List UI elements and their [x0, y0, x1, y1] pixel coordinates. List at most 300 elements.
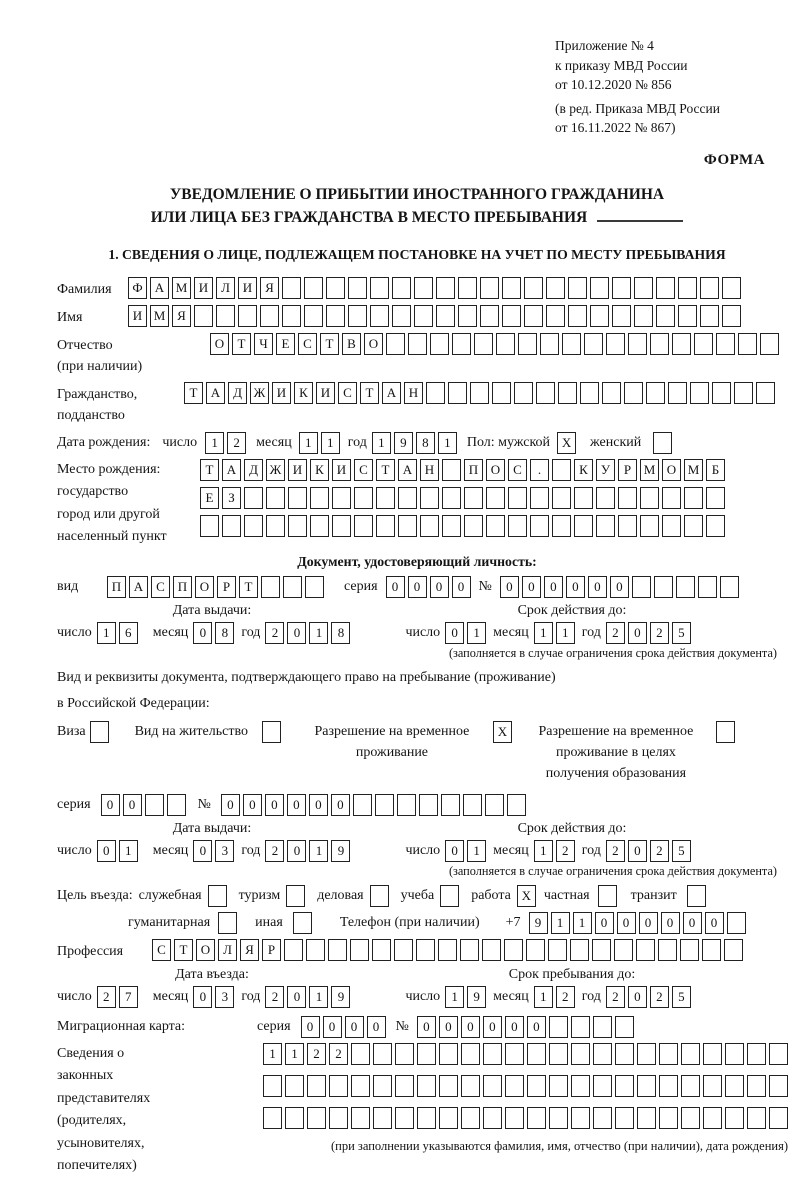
form-cell[interactable]: 0	[221, 794, 240, 816]
form-cell[interactable]: 2	[606, 840, 625, 862]
form-cell[interactable]	[505, 1107, 524, 1129]
form-cell[interactable]: 1	[551, 912, 570, 934]
form-cell[interactable]: И	[238, 277, 257, 299]
form-cell[interactable]: 2	[265, 622, 284, 644]
form-cell[interactable]: 0	[566, 576, 585, 598]
form-cell[interactable]	[353, 794, 372, 816]
form-cell[interactable]	[546, 277, 565, 299]
form-cell[interactable]	[417, 1075, 436, 1097]
form-cell[interactable]	[436, 277, 455, 299]
form-cell[interactable]	[397, 794, 416, 816]
form-cell[interactable]	[326, 277, 345, 299]
form-cell[interactable]	[637, 1075, 656, 1097]
form-cell[interactable]	[307, 1075, 326, 1097]
form-cell[interactable]: X	[517, 885, 536, 907]
form-cell[interactable]	[310, 487, 329, 509]
form-cell[interactable]	[288, 515, 307, 537]
form-cell[interactable]	[637, 1107, 656, 1129]
form-cell[interactable]	[442, 515, 461, 537]
form-cell[interactable]	[238, 305, 257, 327]
form-cell[interactable]	[373, 1107, 392, 1129]
form-cell[interactable]: 2	[329, 1043, 348, 1065]
form-cell[interactable]	[640, 487, 659, 509]
form-cell[interactable]: 2	[556, 840, 575, 862]
form-cell[interactable]	[615, 1075, 634, 1097]
form-cell[interactable]: С	[508, 459, 527, 481]
form-cell[interactable]: 0	[544, 576, 563, 598]
form-cell[interactable]	[676, 576, 695, 598]
form-cell[interactable]	[684, 487, 703, 509]
form-cell[interactable]: 0	[331, 794, 350, 816]
form-cell[interactable]	[395, 1075, 414, 1097]
form-cell[interactable]: И	[332, 459, 351, 481]
form-cell[interactable]: С	[151, 576, 170, 598]
form-cell[interactable]	[518, 333, 537, 355]
form-cell[interactable]: 2	[606, 986, 625, 1008]
form-cell[interactable]: 9	[331, 986, 350, 1008]
form-cell[interactable]	[483, 1075, 502, 1097]
form-cell[interactable]: 0	[430, 576, 449, 598]
form-cell[interactable]	[305, 576, 324, 598]
form-cell[interactable]: 6	[119, 622, 138, 644]
form-cell[interactable]	[414, 305, 433, 327]
form-cell[interactable]	[615, 1107, 634, 1129]
form-cell[interactable]	[375, 794, 394, 816]
form-cell[interactable]: 0	[386, 576, 405, 598]
form-cell[interactable]	[615, 1016, 634, 1038]
form-cell[interactable]	[720, 576, 739, 598]
form-cell[interactable]	[624, 382, 643, 404]
form-cell[interactable]	[288, 487, 307, 509]
form-cell[interactable]	[552, 515, 571, 537]
form-cell[interactable]	[486, 515, 505, 537]
form-cell[interactable]: 0	[505, 1016, 524, 1038]
form-cell[interactable]: 1	[467, 840, 486, 862]
form-cell[interactable]: И	[272, 382, 291, 404]
form-cell[interactable]: 1	[285, 1043, 304, 1065]
form-cell[interactable]	[725, 1043, 744, 1065]
form-cell[interactable]	[426, 382, 445, 404]
form-cell[interactable]: 0	[408, 576, 427, 598]
form-cell[interactable]	[461, 1075, 480, 1097]
form-cell[interactable]: 2	[650, 840, 669, 862]
form-cell[interactable]: 5	[672, 840, 691, 862]
form-cell[interactable]	[417, 1107, 436, 1129]
form-cell[interactable]	[549, 1016, 568, 1038]
form-cell[interactable]	[502, 277, 521, 299]
form-cell[interactable]: 0	[193, 840, 212, 862]
form-cell[interactable]	[398, 515, 417, 537]
form-cell[interactable]	[606, 333, 625, 355]
form-cell[interactable]	[293, 912, 312, 934]
form-cell[interactable]	[530, 515, 549, 537]
form-cell[interactable]: Я	[172, 305, 191, 327]
form-cell[interactable]	[690, 382, 709, 404]
form-cell[interactable]: И	[128, 305, 147, 327]
form-cell[interactable]: 0	[123, 794, 142, 816]
form-cell[interactable]: Н	[404, 382, 423, 404]
form-cell[interactable]	[392, 305, 411, 327]
form-cell[interactable]	[90, 721, 109, 743]
form-cell[interactable]: X	[493, 721, 512, 743]
form-cell[interactable]: Р	[217, 576, 236, 598]
form-cell[interactable]	[505, 1075, 524, 1097]
form-cell[interactable]: 0	[323, 1016, 342, 1038]
form-cell[interactable]: О	[195, 576, 214, 598]
form-cell[interactable]	[496, 333, 515, 355]
form-cell[interactable]: 0	[367, 1016, 386, 1038]
form-cell[interactable]: Д	[228, 382, 247, 404]
form-cell[interactable]: 1	[263, 1043, 282, 1065]
form-cell[interactable]: М	[150, 305, 169, 327]
form-cell[interactable]	[680, 939, 699, 961]
form-cell[interactable]	[508, 487, 527, 509]
form-cell[interactable]: Ч	[254, 333, 273, 355]
form-cell[interactable]: В	[342, 333, 361, 355]
form-cell[interactable]: О	[210, 333, 229, 355]
form-cell[interactable]	[769, 1075, 788, 1097]
form-cell[interactable]	[659, 1075, 678, 1097]
form-cell[interactable]	[282, 277, 301, 299]
form-cell[interactable]: 1	[556, 622, 575, 644]
form-cell[interactable]: С	[354, 459, 373, 481]
form-cell[interactable]	[464, 515, 483, 537]
form-cell[interactable]: 0	[500, 576, 519, 598]
form-cell[interactable]	[507, 794, 526, 816]
form-cell[interactable]	[260, 305, 279, 327]
form-cell[interactable]	[747, 1075, 766, 1097]
form-cell[interactable]	[508, 515, 527, 537]
form-cell[interactable]: 0	[101, 794, 120, 816]
form-cell[interactable]: Н	[420, 459, 439, 481]
form-cell[interactable]: 9	[529, 912, 548, 934]
form-cell[interactable]: 1	[205, 432, 224, 454]
form-cell[interactable]	[392, 277, 411, 299]
form-cell[interactable]	[329, 1107, 348, 1129]
form-cell[interactable]	[482, 939, 501, 961]
form-cell[interactable]	[310, 515, 329, 537]
form-cell[interactable]	[700, 277, 719, 299]
form-cell[interactable]	[536, 382, 555, 404]
form-cell[interactable]	[354, 515, 373, 537]
form-cell[interactable]: И	[316, 382, 335, 404]
form-cell[interactable]: 3	[215, 986, 234, 1008]
form-cell[interactable]	[370, 277, 389, 299]
form-cell[interactable]	[769, 1107, 788, 1129]
form-cell[interactable]	[590, 277, 609, 299]
form-cell[interactable]	[483, 1043, 502, 1065]
form-cell[interactable]	[549, 1107, 568, 1129]
form-cell[interactable]: С	[338, 382, 357, 404]
form-cell[interactable]: М	[172, 277, 191, 299]
form-cell[interactable]	[416, 939, 435, 961]
form-cell[interactable]	[568, 277, 587, 299]
form-cell[interactable]	[261, 576, 280, 598]
form-cell[interactable]: Ф	[128, 277, 147, 299]
form-cell[interactable]	[684, 515, 703, 537]
form-cell[interactable]	[552, 487, 571, 509]
form-cell[interactable]: П	[107, 576, 126, 598]
form-cell[interactable]: 0	[287, 794, 306, 816]
form-cell[interactable]: 0	[461, 1016, 480, 1038]
form-cell[interactable]	[408, 333, 427, 355]
form-cell[interactable]	[395, 1043, 414, 1065]
form-cell[interactable]	[716, 721, 735, 743]
form-cell[interactable]: 0	[97, 840, 116, 862]
form-cell[interactable]: 1	[372, 432, 391, 454]
form-cell[interactable]	[419, 794, 438, 816]
form-cell[interactable]: Е	[276, 333, 295, 355]
form-cell[interactable]	[716, 333, 735, 355]
form-cell[interactable]: З	[222, 487, 241, 509]
form-cell[interactable]: 0	[661, 912, 680, 934]
form-cell[interactable]	[562, 333, 581, 355]
form-cell[interactable]: Р	[262, 939, 281, 961]
form-cell[interactable]: Б	[706, 459, 725, 481]
form-cell[interactable]: 2	[227, 432, 246, 454]
form-cell[interactable]	[634, 305, 653, 327]
form-cell[interactable]	[263, 1107, 282, 1129]
form-cell[interactable]	[593, 1107, 612, 1129]
form-cell[interactable]: 0	[705, 912, 724, 934]
form-cell[interactable]	[394, 939, 413, 961]
form-cell[interactable]	[442, 487, 461, 509]
form-cell[interactable]	[441, 794, 460, 816]
form-cell[interactable]	[703, 1107, 722, 1129]
form-cell[interactable]: Я	[240, 939, 259, 961]
form-cell[interactable]: 0	[683, 912, 702, 934]
form-cell[interactable]	[546, 305, 565, 327]
form-cell[interactable]	[659, 1107, 678, 1129]
form-cell[interactable]	[283, 576, 302, 598]
form-cell[interactable]	[304, 277, 323, 299]
form-cell[interactable]	[658, 939, 677, 961]
form-cell[interactable]	[712, 382, 731, 404]
form-cell[interactable]	[527, 1107, 546, 1129]
form-cell[interactable]	[448, 382, 467, 404]
form-cell[interactable]: 1	[467, 622, 486, 644]
form-cell[interactable]	[571, 1107, 590, 1129]
form-cell[interactable]: К	[574, 459, 593, 481]
form-cell[interactable]: 2	[650, 986, 669, 1008]
form-cell[interactable]	[706, 487, 725, 509]
form-cell[interactable]	[628, 333, 647, 355]
form-cell[interactable]	[592, 939, 611, 961]
form-cell[interactable]	[398, 487, 417, 509]
form-cell[interactable]	[672, 333, 691, 355]
form-cell[interactable]	[486, 487, 505, 509]
form-cell[interactable]	[700, 305, 719, 327]
form-cell[interactable]	[596, 515, 615, 537]
form-cell[interactable]	[636, 939, 655, 961]
form-cell[interactable]: А	[150, 277, 169, 299]
form-cell[interactable]: 2	[97, 986, 116, 1008]
form-cell[interactable]	[681, 1107, 700, 1129]
form-cell[interactable]	[376, 487, 395, 509]
form-cell[interactable]	[332, 487, 351, 509]
form-cell[interactable]: Л	[216, 277, 235, 299]
form-cell[interactable]: А	[129, 576, 148, 598]
form-cell[interactable]	[480, 305, 499, 327]
form-cell[interactable]: К	[294, 382, 313, 404]
form-cell[interactable]	[725, 1075, 744, 1097]
form-cell[interactable]: Ж	[250, 382, 269, 404]
form-cell[interactable]: 0	[417, 1016, 436, 1038]
form-cell[interactable]	[596, 487, 615, 509]
form-cell[interactable]	[502, 305, 521, 327]
form-cell[interactable]	[263, 1075, 282, 1097]
form-cell[interactable]	[329, 1075, 348, 1097]
form-cell[interactable]	[373, 1043, 392, 1065]
form-cell[interactable]: 0	[265, 794, 284, 816]
form-cell[interactable]: 1	[573, 912, 592, 934]
form-cell[interactable]	[632, 576, 651, 598]
form-cell[interactable]	[218, 912, 237, 934]
form-cell[interactable]: 8	[215, 622, 234, 644]
form-cell[interactable]: 9	[331, 840, 350, 862]
form-cell[interactable]	[678, 277, 697, 299]
form-cell[interactable]	[593, 1016, 612, 1038]
form-cell[interactable]	[262, 721, 281, 743]
form-cell[interactable]: 0	[595, 912, 614, 934]
form-cell[interactable]: 0	[527, 1016, 546, 1038]
form-cell[interactable]	[351, 1107, 370, 1129]
form-cell[interactable]: 1	[534, 622, 553, 644]
form-cell[interactable]	[703, 1043, 722, 1065]
form-cell[interactable]: Т	[320, 333, 339, 355]
form-cell[interactable]: 2	[265, 840, 284, 862]
form-cell[interactable]	[548, 939, 567, 961]
form-cell[interactable]: И	[194, 277, 213, 299]
form-cell[interactable]: 0	[628, 986, 647, 1008]
form-cell[interactable]	[470, 382, 489, 404]
form-cell[interactable]: 0	[445, 840, 464, 862]
form-cell[interactable]	[593, 1075, 612, 1097]
form-cell[interactable]: Т	[174, 939, 193, 961]
form-cell[interactable]	[266, 487, 285, 509]
form-cell[interactable]: Л	[218, 939, 237, 961]
form-cell[interactable]: 0	[617, 912, 636, 934]
form-cell[interactable]: А	[382, 382, 401, 404]
form-cell[interactable]	[574, 487, 593, 509]
form-cell[interactable]	[474, 333, 493, 355]
form-cell[interactable]	[678, 305, 697, 327]
form-cell[interactable]: А	[222, 459, 241, 481]
form-cell[interactable]	[306, 939, 325, 961]
form-cell[interactable]: 0	[287, 840, 306, 862]
form-cell[interactable]: 0	[309, 794, 328, 816]
form-cell[interactable]	[414, 277, 433, 299]
form-cell[interactable]: С	[152, 939, 171, 961]
form-cell[interactable]	[681, 1043, 700, 1065]
form-cell[interactable]	[614, 939, 633, 961]
form-cell[interactable]	[505, 1043, 524, 1065]
form-cell[interactable]	[216, 305, 235, 327]
form-cell[interactable]	[461, 1043, 480, 1065]
form-cell[interactable]	[200, 515, 219, 537]
form-cell[interactable]	[194, 305, 213, 327]
form-cell[interactable]: Д	[244, 459, 263, 481]
form-cell[interactable]	[332, 515, 351, 537]
form-cell[interactable]	[372, 939, 391, 961]
form-cell[interactable]	[348, 305, 367, 327]
form-cell[interactable]: П	[464, 459, 483, 481]
form-cell[interactable]	[747, 1043, 766, 1065]
form-cell[interactable]: 0	[193, 986, 212, 1008]
form-cell[interactable]	[668, 382, 687, 404]
form-cell[interactable]	[286, 885, 305, 907]
form-cell[interactable]	[722, 277, 741, 299]
form-cell[interactable]	[167, 794, 186, 816]
form-cell[interactable]	[351, 1075, 370, 1097]
form-cell[interactable]	[650, 333, 669, 355]
form-cell[interactable]: 1	[299, 432, 318, 454]
form-cell[interactable]: 0	[452, 576, 471, 598]
form-cell[interactable]	[602, 382, 621, 404]
form-cell[interactable]	[659, 1043, 678, 1065]
form-cell[interactable]	[386, 333, 405, 355]
form-cell[interactable]: М	[684, 459, 703, 481]
form-cell[interactable]	[618, 487, 637, 509]
form-cell[interactable]: Т	[239, 576, 258, 598]
form-cell[interactable]	[571, 1075, 590, 1097]
form-cell[interactable]	[552, 459, 571, 481]
form-cell[interactable]: 1	[309, 622, 328, 644]
form-cell[interactable]: 1	[309, 840, 328, 862]
form-cell[interactable]	[687, 885, 706, 907]
form-cell[interactable]	[570, 939, 589, 961]
form-cell[interactable]: Е	[200, 487, 219, 509]
form-cell[interactable]	[452, 333, 471, 355]
form-cell[interactable]	[442, 459, 461, 481]
form-cell[interactable]	[436, 305, 455, 327]
form-cell[interactable]	[463, 794, 482, 816]
form-cell[interactable]	[464, 487, 483, 509]
form-cell[interactable]: М	[640, 459, 659, 481]
form-cell[interactable]: 7	[119, 986, 138, 1008]
form-cell[interactable]: 1	[119, 840, 138, 862]
form-cell[interactable]: 2	[265, 986, 284, 1008]
form-cell[interactable]	[574, 515, 593, 537]
form-cell[interactable]: Я	[260, 277, 279, 299]
form-cell[interactable]	[747, 1107, 766, 1129]
form-cell[interactable]: О	[196, 939, 215, 961]
form-cell[interactable]	[284, 939, 303, 961]
form-cell[interactable]	[351, 1043, 370, 1065]
form-cell[interactable]: 0	[345, 1016, 364, 1038]
form-cell[interactable]	[769, 1043, 788, 1065]
form-cell[interactable]: 1	[534, 840, 553, 862]
form-cell[interactable]	[653, 432, 672, 454]
form-cell[interactable]	[706, 515, 725, 537]
form-cell[interactable]	[558, 382, 577, 404]
form-cell[interactable]: 0	[193, 622, 212, 644]
form-cell[interactable]	[646, 382, 665, 404]
form-cell[interactable]: С	[298, 333, 317, 355]
form-cell[interactable]: К	[310, 459, 329, 481]
form-cell[interactable]	[634, 277, 653, 299]
form-cell[interactable]	[656, 305, 675, 327]
form-cell[interactable]	[266, 515, 285, 537]
form-cell[interactable]	[458, 305, 477, 327]
form-cell[interactable]	[571, 1043, 590, 1065]
form-cell[interactable]: 0	[243, 794, 262, 816]
form-cell[interactable]: 1	[534, 986, 553, 1008]
form-cell[interactable]: 3	[215, 840, 234, 862]
form-cell[interactable]: 0	[610, 576, 629, 598]
form-cell[interactable]	[524, 277, 543, 299]
form-cell[interactable]	[702, 939, 721, 961]
